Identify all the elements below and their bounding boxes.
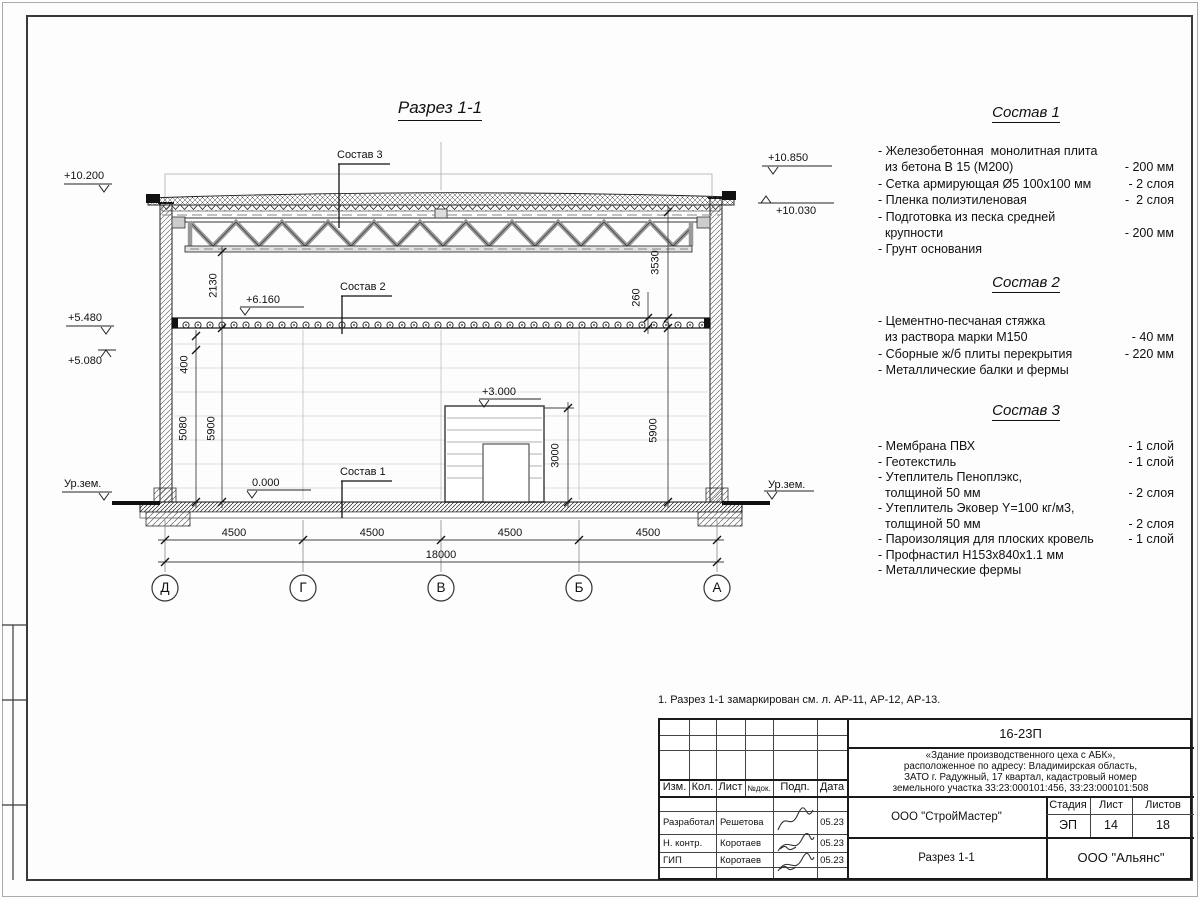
gate	[445, 406, 544, 502]
tb-org2: ООО "Альянс"	[1077, 850, 1165, 865]
tb-desc-1: «Здание производственного цеха с АБК»,	[925, 750, 1116, 761]
level-5480: +5.480	[68, 312, 102, 324]
spec-row: - Железобетонная монолитная плита	[878, 144, 1098, 158]
spec-row: - Пленка полиэтиленовая - 2 слоя	[878, 193, 1174, 208]
tb-col-data: Дата	[819, 781, 845, 793]
tb-org1: ООО "СтройМастер"	[891, 811, 1002, 823]
spec-row: - Подготовка из песка средней	[878, 209, 1056, 224]
level-3000: +3.000	[482, 386, 516, 398]
span-2: 4500	[359, 527, 385, 539]
leader-label-sostav3: Состав 3	[337, 149, 383, 161]
tb-sheet-label: Лист	[1099, 799, 1123, 811]
tb-line	[660, 834, 847, 835]
dim-5080: 5080	[177, 416, 190, 441]
dim-5900-right: 5900	[647, 418, 660, 443]
spec-row: - Профнастил Н153х840х1.1 мм	[878, 547, 1064, 562]
spec-row: толщиной 50 мм - 2 слоя	[878, 485, 1174, 500]
tb-line	[660, 867, 847, 868]
spec-row: из бетона В 15 (М200) - 200 мм	[878, 160, 1174, 175]
tb-col-list: Лист	[718, 781, 743, 793]
tb-stage-value: ЭП	[1059, 818, 1077, 832]
tb-col-dok: №док.	[747, 784, 771, 793]
tb-desc-2: расположенное по адресу: Владимирская область,	[903, 761, 1138, 772]
tb-name-developer: Решетова	[720, 817, 764, 828]
axis-bubble-g: Г	[299, 580, 307, 595]
tb-role-ncontrol: Н. контр.	[663, 838, 703, 849]
spec-row: - Грунт основания	[878, 242, 983, 257]
tb-line	[660, 796, 1194, 798]
tb-line	[660, 852, 847, 853]
tb-desc-3: ЗАТО г. Радужный, 17 квартал, кадастровый номер	[904, 772, 1137, 783]
leader-label-sostav2: Состав 2	[340, 281, 386, 293]
tb-sheets-value: 18	[1156, 818, 1170, 832]
spec-row: - Металлические фермы	[878, 563, 1022, 577]
slab-5480	[172, 318, 710, 328]
ground-level-right: Ур.зем.	[768, 479, 806, 491]
tb-name-ncontrol: Коротаев	[720, 838, 762, 849]
span-1: 4500	[221, 527, 247, 539]
signature-ncontrol-gip	[774, 833, 817, 877]
signature-developer	[774, 806, 817, 836]
axis-bubble-a: А	[712, 580, 722, 595]
tb-line	[847, 747, 1194, 749]
level-0000: 0.000	[252, 477, 280, 489]
sheet-note: 1. Разрез 1-1 замаркирован см. л. АР-11, АР-12, АР-13.	[658, 694, 941, 706]
spec-row: - Утеплитель Пеноплэкс,	[878, 470, 1023, 484]
tb-desc-4: земельного участка 33:23:000101:456, 33:23:000101:508	[892, 783, 1149, 794]
dim-3530: 3530	[649, 250, 662, 275]
tb-role-developer: Разработал	[663, 817, 715, 828]
level-6160: +6.160	[246, 294, 280, 306]
leader-label-sostav1: Состав 1	[340, 466, 386, 478]
tb-role-gip: ГИП	[663, 855, 682, 866]
dim-5900-left: 5900	[205, 416, 218, 441]
spec1-list	[878, 143, 1174, 258]
dim-400: 400	[178, 355, 191, 374]
tb-name-gip: Коротаев	[720, 855, 762, 866]
spec3-list	[878, 439, 1174, 579]
drawing-title: Разрез 1-1	[340, 98, 540, 121]
spec-row: крупности - 200 мм	[878, 226, 1174, 241]
tb-date-gip: 05.23	[820, 855, 844, 866]
interior-lines	[174, 330, 708, 500]
spec-row: - Геотекстиль - 1 слой	[878, 454, 1174, 469]
tb-line	[1046, 814, 1194, 815]
level-10200: +10.200	[64, 170, 105, 182]
tb-line	[847, 837, 1194, 839]
tb-doc-number: 16-23П	[999, 726, 1042, 741]
spec-row: из раствора марки М150 - 40 мм	[878, 330, 1174, 345]
span-3: 4500	[497, 527, 523, 539]
span-total: 18000	[425, 549, 457, 561]
spec-row: - Сборные ж/б плиты перекрытия - 220 мм	[878, 346, 1174, 361]
dim-260: 260	[630, 288, 643, 307]
spec-row: - Утеплитель Эковер Y=100 кг/м3,	[878, 501, 1075, 515]
tb-sheet-value: 14	[1104, 818, 1118, 832]
tb-col-kol: Кол.	[691, 781, 714, 793]
leader-lines	[338, 164, 392, 518]
spec2-title: Состав 2	[992, 274, 1060, 291]
tb-line	[660, 735, 847, 736]
spec-row: толщиной 50 мм - 2 слоя	[878, 516, 1174, 531]
axis-bubble-v: В	[436, 580, 446, 595]
title-block	[658, 718, 1192, 880]
axis-bubble-b: Б	[574, 580, 584, 595]
spec2-list	[878, 313, 1174, 379]
tb-date-ncontrol: 05.23	[820, 838, 844, 849]
spec3-title: Состав 3	[992, 402, 1060, 419]
tb-date-developer: 05.23	[820, 817, 844, 828]
tb-sheets-label: Листов	[1145, 799, 1181, 811]
spec-row: - Сетка армирующая Ø5 100х100 мм - 2 слоя	[878, 176, 1174, 191]
tb-col-podp: Подп.	[780, 781, 810, 793]
level-10030: +10.030	[776, 205, 817, 217]
level-5080: +5.080	[68, 355, 102, 367]
spec-row: - Пароизоляция для плоских кровель - 1 слой	[878, 532, 1174, 546]
dim-2130: 2130	[207, 273, 220, 298]
spec-row: - Металлические балки и фермы	[878, 363, 1069, 378]
dim-3000: 3000	[549, 443, 562, 468]
spec-row: - Цементно-песчаная стяжка	[878, 314, 1046, 328]
tb-stage-label: Стадия	[1049, 799, 1087, 811]
tb-line	[660, 811, 847, 812]
tb-col-izm: Изм.	[662, 781, 687, 793]
level-10850: +10.850	[768, 152, 809, 164]
span-4: 4500	[635, 527, 661, 539]
spec1-title: Состав 1	[992, 104, 1060, 121]
tb-drawing-name: Разрез 1-1	[918, 852, 975, 864]
axis-bubble-d: Д	[160, 580, 170, 595]
tb-line	[660, 750, 847, 751]
ground-level-left: Ур.зем.	[64, 478, 102, 490]
spec-row: - Мембрана ПВХ - 1 слой	[878, 439, 1174, 453]
